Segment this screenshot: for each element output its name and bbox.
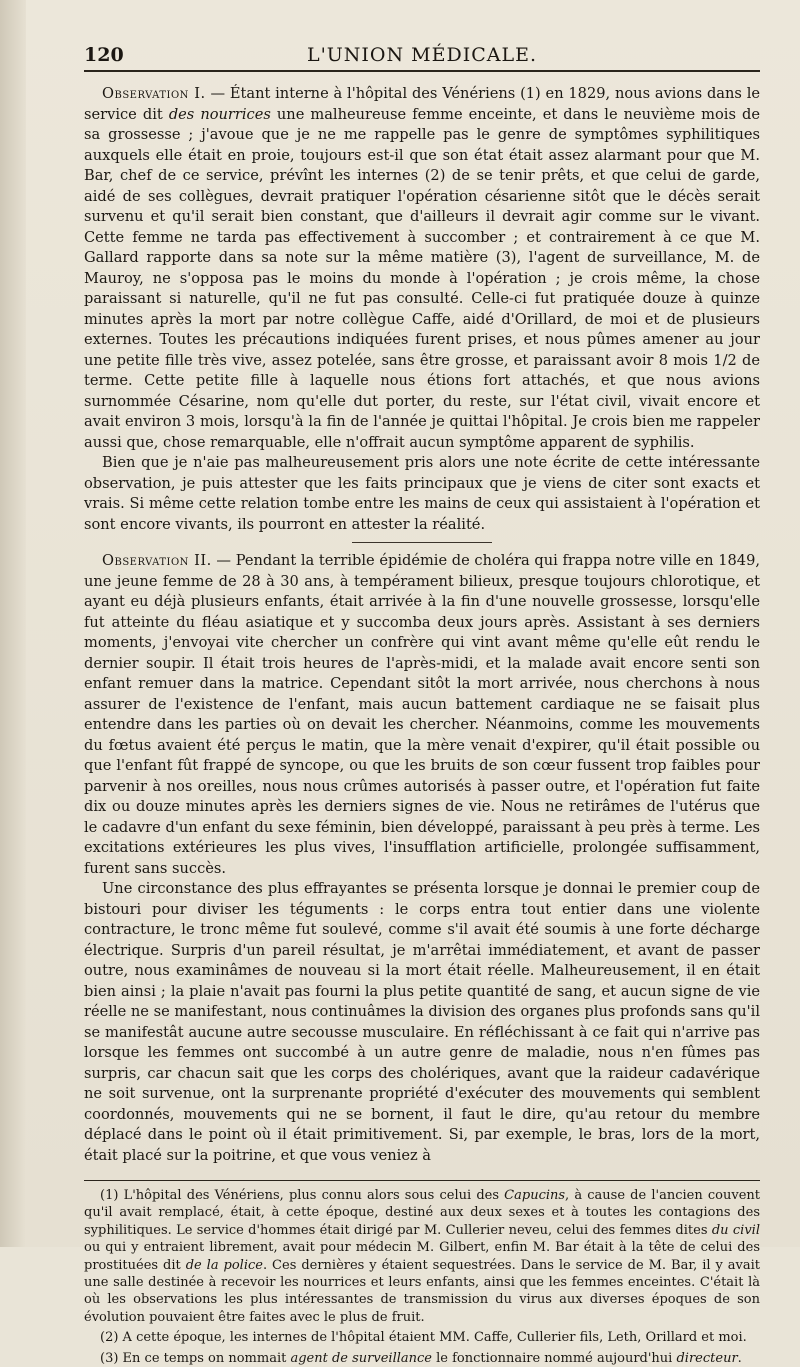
page-number: 120 — [84, 44, 124, 66]
observation-1-paragraph — [84, 84, 760, 453]
footnote-1-text-c: ou qui y entraient librement, avait pour médecin M. Gilbert, enfin M. Bar était à la tête de celui des prostituées dit — [84, 1240, 760, 1273]
footnote-1-text-d: . Ces dernières y étaient sequestrées. Dans le service de M. Bar, il y avait une salle destinée à recevoir les nourrices et leurs enfants, ainsi que les femmes enceintes. C'était là où les observations les plus intéressantes de transmission du virus aux diverses époques de son évolution pouvaient être faites avec le plus de fruit. — [84, 1257, 760, 1325]
footnote-3-text-b: le fonctionnaire nommé aujourd'hui — [431, 1350, 677, 1366]
observation-2-text: — Pendant la terrible épidémie de choléra qui frappa notre ville en 1849, une jeune femme de 28 à 30 ans, à tempérament bilieux, presque toujours chlorotique, et ayant eu déjà plusieurs enfants, était arrivée à la fin d'une nouvelle grossesse, lorsqu'elle fut atteinte du fléau asiatique et y succomba deux jours après. Assistant à ses derniers moments, j'envoyai vite chercher un confrère qui vint avant même qu'elle eût rendu le dernier soupir. Il était trois heures de l'après-midi, et la malade avait encore senti son enfant remuer dans la matrice. Cependant sitôt la mort arrivée, nous cherchons à nous assurer de l'existence de l'enfant, mais aucun battement cardiaque ne se faisait plus entendre dans les parties où on devait les chercher. Néanmoins, comme les mouvements du fœtus avaient été perçus le matin, que la mère venait d'expirer, qu'il était possible ou que l'enfant fût frappé de syncope, ou que les bruits de son cœur fussent trop faibles pour parvenir à nos oreilles, nous nous crûmes autorisés à passer outre, et l'opération fut faite dix ou douze minutes après les derniers signes de vie. Nous ne retirâmes de l'utérus que le cadavre d'un enfant du sexe féminin, bien développé, paraissant à peu près à terme. Les excitations extérieures les plus vives, l'insufflation artificielle, prolongée suffisamment, furent sans succès. — [84, 552, 760, 877]
footnote-1-emphasis: Capucins — [504, 1188, 566, 1203]
footnote-1-emphasis-2: du civil — [711, 1222, 760, 1238]
observation-1-emphasis: des nourrices — [168, 105, 271, 123]
section-separator — [352, 542, 492, 543]
footnote-1 — [84, 1187, 760, 1326]
observation-2-heading: Observation II. — [102, 552, 212, 569]
footnotes — [84, 1187, 760, 1367]
footnote-1-text-b: , à cause de l'ancien couvent qu'il avait remplacé, était, à cette époque, destiné aux deux sexes et à toutes les contagions des syphilitiques. Le service d'hommes était dirigé par M. Cullerier neveu, celui des femmes dites — [84, 1188, 760, 1238]
article-body — [84, 84, 760, 1166]
observation-1-text-b: une malheureuse femme enceinte, et dans le neuvième mois de sa grossesse ; j'avoue que je ne me rappelle pas le genre de symptômes syphilitiques auxquels elle était en proie, toujours est-il que son état était assez alarmant pour que M. Bar, chef de ce service, prévînt les internes (2) de se tenir prêts, et que celui de garde, aidé de ses collègues, devrait pratiquer l'opération césarienne sitôt que le décès serait survenu et qu'il serait bien constant, que d'ailleurs il devrait agir comme sur le vivant. Cette femme ne tarda pas effectivement à succomber ; et contrairement à ce que M. Gallard rapporte dans sa note sur la même matière (3), l'agent de surveillance, M. de Mauroy, ne s'opposa pas le moins du monde à l'opération ; je crois même, la chose paraissant si naturelle, qu'il ne fut pas consulté. Celle-ci fut pratiquée douze à quinze minutes après la mort par notre collègue Caffe, aidé d'Orillard, de moi et de plusieurs externes. Toutes les précautions indiquées furent prises, et nous pûmes amener au jour une petite fille très vive, assez potelée, sans être grosse, et paraissant avoir 8 mois 1/2 de terme. Cette petite fille à laquelle nous étions fort attachés, et que nous avions surnommée Césarine, nom qu'elle dut porter, du reste, sur l'état civil, vivait encore et avait environ 3 mois, lorsqu'à la fin de l'année je quittai l'hôpital. Je crois bien me rappeler aussi que, chose remarquable, elle n'offrait aucun symptôme apparent de syphilis. — [84, 105, 760, 451]
observation-2-paragraph — [84, 551, 760, 879]
journal-title: L'UNION MÉDICALE. — [306, 44, 538, 66]
footnote-3-text-c: . — [737, 1350, 742, 1366]
observation-1-paragraph-2: Bien que je n'aie pas malheureusement pris alors une note écrite de cette intéressante observation, je puis attester que les faits principaux que je viens de citer sont exacts et vrais. Si même cette relation tombe entre les mains de ceux qui assistaient à l'opération et sont encore vivants, ils pourront en attester la réalité. — [84, 454, 760, 533]
observation-2-paragraph-2: Une circonstance des plus effrayantes se présenta lorsque je donnai le premier coup de bistouri pour diviser les téguments : le corps entra tout entier dans une violente contracture, le tronc même fut soulevé, comme s'il avait été soumis à une forte décharge électrique. Surpris d'un pareil résultat, je m'arrêtai immédiatement, et avant de passer outre, nous examinâmes de nouveau si la mort était réelle. Malheureusement, il en était bien ainsi ; la plaie n'avait pas fourni la plus petite quantité de sang, et aucun signe de vie réelle ne se manifestant, nous continuâmes la division des organes plus profonds sans qu'il se manifestât aucune autre secousse musculaire. En réfléchissant à ce fait qui n'arrive pas lorsque les femmes ont succombé à un autre genre de maladie, nous n'en fûmes pas surpris, car chacun sait que les corps des cholériques, avant que la raideur cadavérique ne soit survenue, ont la surprenante propriété d'exécuter des mouvements qui semblent coordonnés, mouvements qui ne se bornent, il faut le dire, qu'au retour du membre déplacé dans le point où il était primitivement. Si, par exemple, le bras, lors de la mort, était placé sur la poitrine, et que vous veniez à — [84, 880, 760, 1164]
footnote-3-emphasis-2: directeur — [676, 1350, 738, 1366]
book-spine-shadow — [0, 0, 26, 1247]
footnote-1-text-a: (1) L'hôpital des Vénériens, plus connu alors sous celui des — [100, 1188, 505, 1203]
footnote-2: (2) A cette époque, les internes de l'hôpital étaient MM. Caffe, Cullerier fils, Leth, Orillard et moi. — [100, 1330, 747, 1346]
observation-1-text-a: — Étant interne à l'hôpital des Vénériens (1) en 1829, nous avions dans le service dit — [84, 85, 760, 123]
footnote-rule — [84, 1180, 760, 1181]
footnote-1-emphasis-3: de la police — [185, 1257, 263, 1273]
observation-1-heading: Observation I. — [102, 85, 206, 102]
footnote-3 — [84, 1350, 760, 1367]
page-header — [84, 40, 760, 72]
footnote-3-emphasis: agent de surveillance — [290, 1350, 432, 1366]
footnote-3-text-a: (3) En ce temps on nommait — [100, 1350, 291, 1366]
